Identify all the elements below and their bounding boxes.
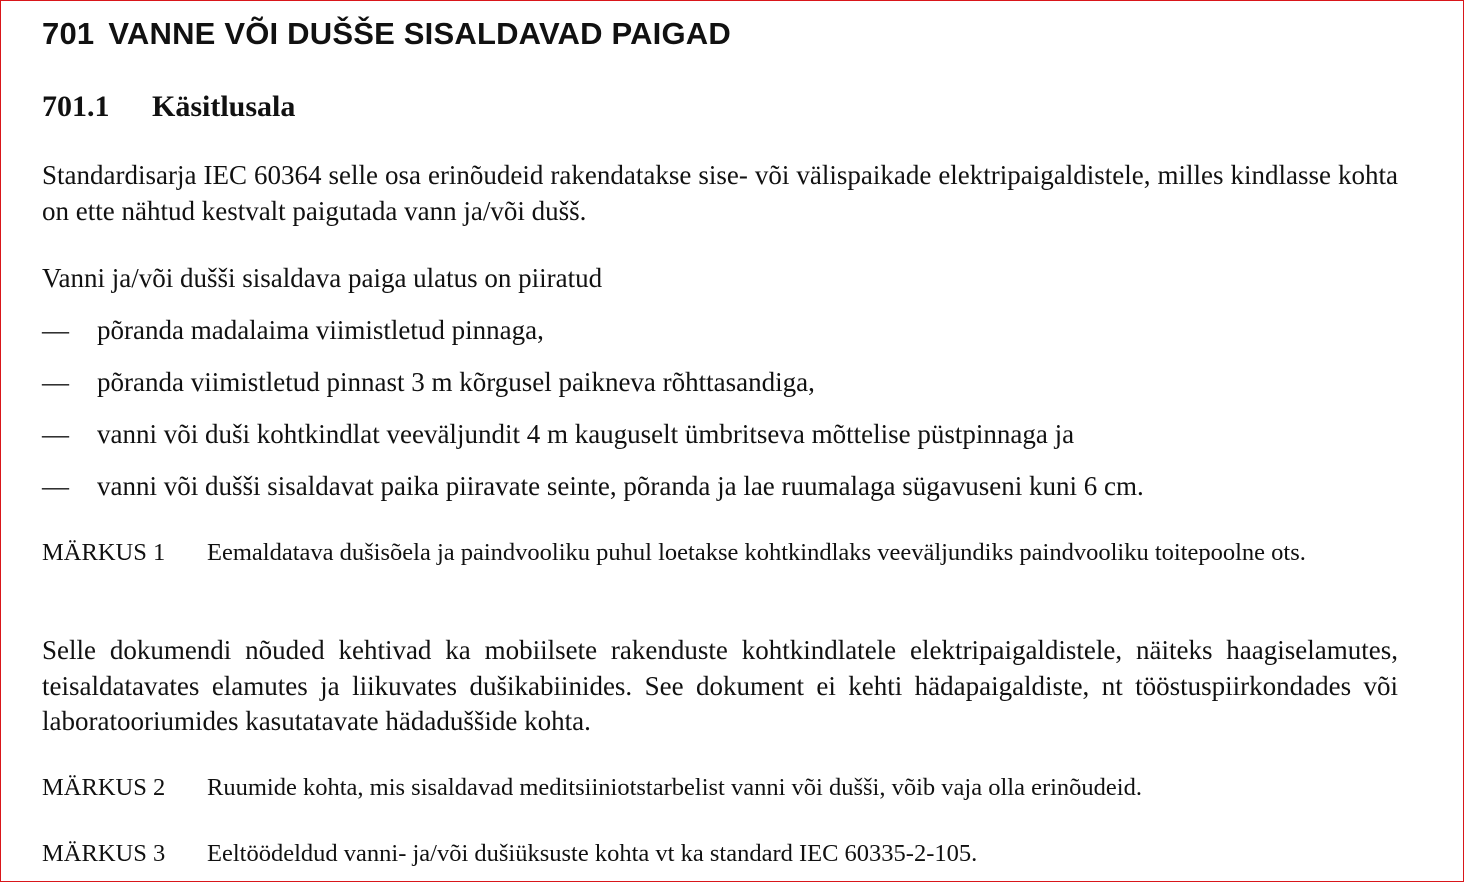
extent-intro-paragraph: Vanni ja/või dušši sisaldava paiga ulatus on piiratud xyxy=(42,263,603,293)
note-2 xyxy=(42,772,1398,804)
list-item-text: vanni või dušši sisaldavat paika piiravate seinte, põranda ja lae ruumalaga sügavuseni kuni 6 cm. xyxy=(97,471,1144,501)
note-label: MÄRKUS 1 xyxy=(42,539,166,566)
list-dash: — xyxy=(42,367,69,397)
subsection-number: 701.1 xyxy=(42,90,110,123)
section-title: VANNE VÕI DUŠŠE SISALDAVAD PAIGAD xyxy=(108,16,731,51)
section-number: 701 xyxy=(42,16,95,51)
note-3 xyxy=(42,838,1398,870)
subsection-heading xyxy=(42,87,295,127)
list-dash: — xyxy=(42,315,69,345)
list-dash: — xyxy=(42,471,69,501)
list-dash: — xyxy=(42,419,69,449)
note-text: Eemaldatava dušisõela ja paindvooliku puhul loetakse kohtkindlaks veeväljundiks paindvooliku toitepoolne ots. xyxy=(207,539,1306,566)
list-item-text: põranda madalaima viimistletud pinnaga, xyxy=(97,315,544,345)
list-item-text: põranda viimistletud pinnast 3 m kõrgusel paikneva rõhttasandiga, xyxy=(97,367,815,397)
section-heading xyxy=(42,14,731,54)
note-text: Ruumide kohta, mis sisaldavad meditsiiniotstarbelist vanni või dušši, võib vaja olla erinõudeid. xyxy=(207,774,1142,801)
note-label: MÄRKUS 2 xyxy=(42,774,166,801)
list-item-text: vanni või duši kohtkindlat veeväljundit 4 m kauguselt ümbritseva mõttelise püstpinnaga ja xyxy=(97,419,1075,449)
list-item xyxy=(42,469,1398,504)
list-item xyxy=(42,313,1398,348)
list-item xyxy=(42,417,1398,452)
list-item xyxy=(42,365,1398,400)
note-label: MÄRKUS 3 xyxy=(42,840,166,867)
note-text: Eeltöödeldud vanni- ja/või dušiüksuste kohta vt ka standard IEC 60335-2-105. xyxy=(207,840,978,867)
note-1 xyxy=(42,537,1398,569)
mobile-installations-paragraph: Selle dokumendi nõuded kehtivad ka mobiilsete rakenduste kohtkindlatele elektripaigaldistele, näiteks haagiselamutes, teisaldatavates elamutes ja liikuvates dušikabiinides. See dokument ei kehti hädapaigaldiste, nt tööstuspiirkondades või laboratooriumides kasutatavate hädaduššide kohta. xyxy=(42,635,1398,736)
subsection-title: Käsitlusala xyxy=(152,90,296,123)
scope-paragraph: Standardisarja IEC 60364 selle osa erinõudeid rakendatakse sise- või välispaikade elektripaigaldistele, milles kindlasse kohta on ette nähtud kestvalt paigutada vann ja/või dušš. xyxy=(42,160,1398,226)
